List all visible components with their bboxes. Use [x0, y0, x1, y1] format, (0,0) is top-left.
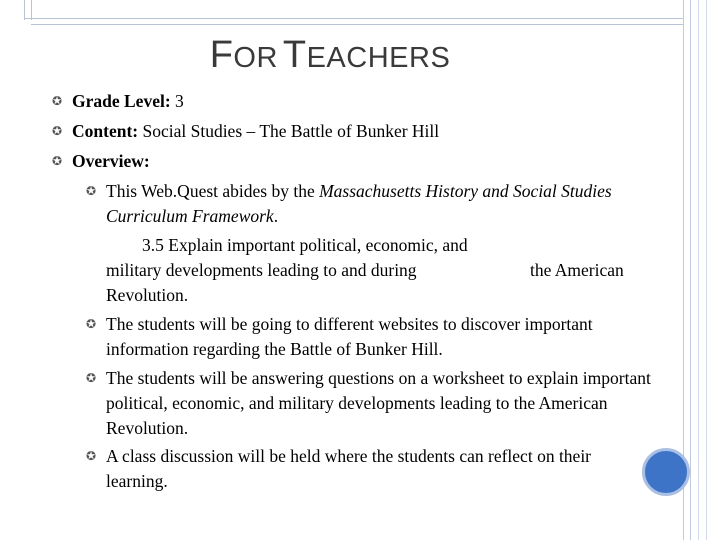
- title-part: OR: [233, 42, 278, 74]
- bullet-label: Content:: [72, 121, 139, 141]
- frame-line: [706, 0, 707, 540]
- bullet-icon: ✪: [86, 371, 97, 385]
- bullet-text: Social Studies – The Battle of Bunker Hill: [138, 121, 440, 141]
- frame-line: [24, 18, 684, 20]
- item-text: .: [273, 206, 279, 226]
- bullet-text: 3: [170, 91, 184, 111]
- frame-line: [31, 24, 683, 26]
- title-part: EACHERS: [306, 42, 451, 74]
- frame-line: [31, 0, 33, 20]
- frame-line: [690, 0, 691, 540]
- bullet-label: Grade Level:: [72, 91, 171, 111]
- item-text: This Web.Quest abides by the: [106, 181, 320, 201]
- standard-line1: 3.5 Explain important political, economic, and: [142, 235, 468, 255]
- bullet-grade-level: [72, 89, 184, 114]
- title-letter: F: [209, 34, 234, 76]
- bullet-label: Overview:: [72, 151, 150, 171]
- slide-title: [0, 34, 660, 77]
- title-letter: T: [282, 34, 307, 76]
- decorative-circle: [642, 448, 690, 496]
- standard-line2a: military developments leading to and during: [106, 260, 417, 280]
- bullet-content: [72, 119, 439, 144]
- bullet-icon: ✪: [52, 124, 63, 138]
- bullet-icon: ✪: [52, 94, 63, 108]
- standard-line2b: the American: [530, 260, 624, 280]
- framework-name: Massachusetts History and Social Studies Curriculum Framework: [106, 181, 612, 226]
- frame-line: [24, 0, 26, 20]
- overview-item-discussion: A class discussion will be held where the students can reflect on their learning.: [106, 446, 592, 491]
- overview-item-worksheet: The students will be answering questions on a worksheet to explain important political, economic, and military developments leading to the American Revolution.: [106, 368, 651, 438]
- overview-item-websites: The students will be going to different websites to discover important information regarding the Battle of Bunker Hill.: [106, 314, 593, 359]
- bullet-icon: ✪: [86, 317, 97, 331]
- standard-line3: Revolution.: [106, 285, 189, 305]
- bullet-icon: ✪: [86, 449, 97, 463]
- bullet-icon: ✪: [86, 184, 97, 198]
- bullet-icon: ✪: [52, 154, 63, 168]
- overview-item-framework: [106, 179, 666, 229]
- frame-line: [698, 0, 699, 540]
- bullet-overview: [72, 149, 150, 174]
